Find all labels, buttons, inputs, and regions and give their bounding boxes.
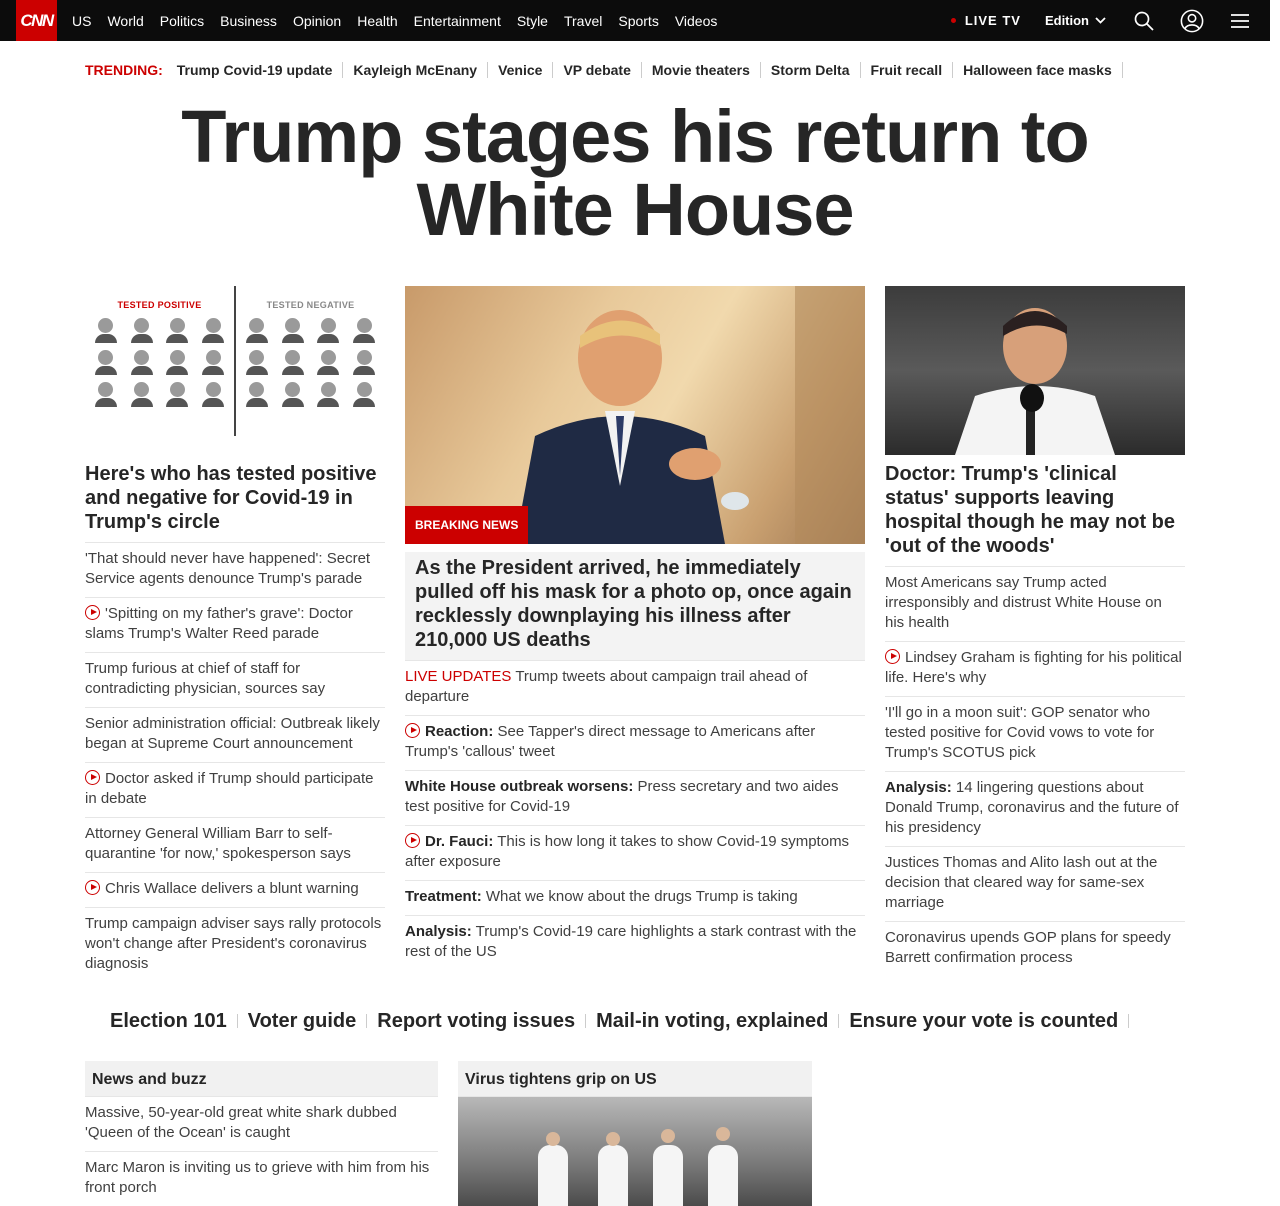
person-thumbnail xyxy=(163,382,193,410)
middle-column xyxy=(405,286,865,970)
middle-list xyxy=(405,661,865,970)
nav-link-sports[interactable]: Sports xyxy=(618,12,659,29)
person-head xyxy=(285,350,300,365)
negative-faces xyxy=(236,310,385,410)
list-item[interactable] xyxy=(85,873,385,908)
person-shoulders xyxy=(131,398,153,407)
person-thumbnail xyxy=(314,382,344,410)
person-head xyxy=(170,318,185,333)
list-item[interactable] xyxy=(85,543,385,598)
breaking-news-badge: BREAKING NEWS xyxy=(405,506,528,544)
tested-graphic[interactable] xyxy=(85,286,385,436)
news-buzz-title[interactable]: News and buzz xyxy=(85,1061,438,1097)
person-thumbnail xyxy=(91,382,121,410)
person-thumbnail xyxy=(314,350,344,378)
trending-item[interactable]: Fruit recall xyxy=(861,62,954,78)
person-head xyxy=(206,350,221,365)
figure-head xyxy=(661,1129,675,1143)
figure xyxy=(538,1145,568,1206)
person-head xyxy=(285,382,300,397)
main-headline[interactable]: Trump stages his return to White House xyxy=(181,95,1089,251)
person-head xyxy=(321,382,336,397)
person-shoulders xyxy=(282,398,304,407)
tested-negative-label: TESTED NEGATIVE xyxy=(266,300,355,310)
item-text: Press secretary and two aides test positive for Covid-19 xyxy=(405,778,839,815)
edition-menu[interactable] xyxy=(1045,13,1106,28)
tested-negative-panel xyxy=(236,286,385,436)
nav-link-style[interactable]: Style xyxy=(516,12,548,29)
item-text: 'Spitting on my father's grave': Doctor slams Trump's Walter Reed parade xyxy=(85,605,353,642)
election-link[interactable]: Election 101 xyxy=(110,1014,238,1028)
item-text: Senior administration official: Outbreak likely began at Supreme Court announcement xyxy=(85,715,380,752)
tested-positive-label: TESTED POSITIVE xyxy=(117,300,202,310)
mid-card-title[interactable]: As the President arrived, he immediately pulled off his mask for a photo op, once again recklessly downplaying his illness after 210,000 US deaths xyxy=(415,557,852,651)
person-head xyxy=(134,382,149,397)
play-video-icon xyxy=(885,649,900,664)
person-thumbnail xyxy=(91,318,121,346)
nav-links xyxy=(72,13,733,29)
person-thumbnail xyxy=(349,382,379,410)
nav-right xyxy=(951,0,1270,41)
item-text: Coronavirus upends GOP plans for speedy Barrett confirmation process xyxy=(885,929,1171,966)
figure-head xyxy=(606,1132,620,1146)
person-thumbnail xyxy=(127,318,157,346)
person-shoulders xyxy=(202,366,224,375)
item-text: Lindsey Graham is fighting for his political life. Here's why xyxy=(885,649,1182,686)
live-dot-icon xyxy=(951,18,956,23)
figure xyxy=(708,1145,738,1206)
person-head xyxy=(206,382,221,397)
person-head xyxy=(249,318,264,333)
person-shoulders xyxy=(166,366,188,375)
left-column xyxy=(85,286,385,982)
list-item[interactable]: Massive, 50-year-old great white shark dubbed 'Queen of the Ocean' is caught xyxy=(85,1097,438,1152)
item-text: Trump campaign adviser says rally protocols won't change after President's coronavirus diagnosis xyxy=(85,915,382,972)
item-text: Trump tweets about campaign trail ahead of departure xyxy=(405,668,808,705)
trending-item[interactable]: VP debate xyxy=(553,62,641,78)
nav-link-business[interactable]: Business xyxy=(220,12,277,29)
account-icon[interactable] xyxy=(1180,9,1204,33)
person-thumbnail xyxy=(278,318,308,346)
virus-zone-title[interactable]: Virus tightens grip on US xyxy=(458,1061,812,1097)
list-item[interactable] xyxy=(85,653,385,708)
hero-image[interactable] xyxy=(405,286,865,544)
person-shoulders xyxy=(282,334,304,343)
item-prefix: Analysis: xyxy=(885,779,952,796)
item-text: Most Americans say Trump acted irresponsibly and distrust White House on his health xyxy=(885,574,1162,631)
live-updates-label: LIVE UPDATES xyxy=(405,668,512,685)
list-item[interactable] xyxy=(885,697,1185,772)
list-item[interactable] xyxy=(885,847,1185,922)
item-text: Trump's Covid-19 care highlights a stark contrast with the rest of the US xyxy=(405,923,857,960)
person-head xyxy=(357,350,372,365)
search-icon[interactable] xyxy=(1132,9,1156,33)
item-text: 'I'll go in a moon suit': GOP senator who tested positive for Covid vows to vote for Trump's SCOTUS pick xyxy=(885,704,1155,761)
item-text: Justices Thomas and Alito lash out at the decision that cleared way for same-sex marriage xyxy=(885,854,1158,911)
trending-item[interactable]: Trump Covid-19 update xyxy=(167,62,344,78)
nav-link-travel[interactable]: Travel xyxy=(563,12,603,29)
doctor-image[interactable] xyxy=(885,286,1185,455)
item-prefix: Treatment: xyxy=(405,888,482,905)
person-thumbnail xyxy=(127,350,157,378)
list-item[interactable] xyxy=(405,771,865,826)
person-shoulders xyxy=(166,398,188,407)
person-head xyxy=(249,382,264,397)
person-shoulders xyxy=(166,334,188,343)
chevron-down-icon xyxy=(1095,17,1106,24)
list-item[interactable] xyxy=(405,826,865,881)
person-head xyxy=(249,350,264,365)
person-head xyxy=(357,318,372,333)
person-head xyxy=(98,318,113,333)
list-item[interactable]: Marc Maron is inviting us to grieve with him from his front porch xyxy=(85,1159,430,1196)
election-link[interactable]: Ensure your vote is counted xyxy=(839,1014,1129,1028)
play-video-icon xyxy=(85,770,100,785)
person-shoulders xyxy=(353,334,375,343)
trending-bar xyxy=(85,62,1123,78)
item-text: Chris Wallace delivers a blunt warning xyxy=(105,880,359,897)
person-head xyxy=(98,382,113,397)
list-item[interactable] xyxy=(85,708,385,763)
list-item[interactable] xyxy=(405,881,865,916)
nav-link-videos[interactable]: Videos xyxy=(674,12,718,29)
play-video-icon xyxy=(405,833,420,848)
person-thumbnail xyxy=(242,350,272,378)
trending-item[interactable]: Venice xyxy=(488,62,553,78)
person-shoulders xyxy=(317,334,339,343)
nav-link-world[interactable]: World xyxy=(107,12,144,29)
person-shoulders xyxy=(353,398,375,407)
person-head xyxy=(170,350,185,365)
person-head xyxy=(134,318,149,333)
person-shoulders xyxy=(202,398,224,407)
list-item[interactable] xyxy=(85,908,385,982)
item-prefix: White House outbreak worsens: xyxy=(405,778,634,795)
person-thumbnail xyxy=(198,382,228,410)
person-shoulders xyxy=(317,398,339,407)
left-card-title[interactable]: Here's who has tested positive and negative for Covid-19 in Trump's circle xyxy=(85,462,385,543)
person-head xyxy=(206,318,221,333)
list-item[interactable] xyxy=(885,772,1185,847)
person-shoulders xyxy=(282,366,304,375)
list-item[interactable] xyxy=(85,598,385,653)
right-card-title[interactable]: Doctor: Trump's 'clinical status' supports leaving hospital though he may not be 'out of the woods' xyxy=(885,462,1185,567)
nav-link-entertainment[interactable]: Entertainment xyxy=(413,12,501,29)
cnn-logo[interactable]: CNN xyxy=(16,0,57,41)
person-shoulders xyxy=(246,398,268,407)
person-thumbnail xyxy=(314,318,344,346)
right-list xyxy=(885,567,1185,976)
trending-item[interactable]: Halloween face masks xyxy=(953,62,1123,78)
person-shoulders xyxy=(317,366,339,375)
nav-link-health[interactable]: Health xyxy=(357,12,398,29)
person-thumbnail xyxy=(242,318,272,346)
play-video-icon xyxy=(405,723,420,738)
item-prefix: Analysis: xyxy=(405,923,472,940)
person-thumbnail xyxy=(349,350,379,378)
person-thumbnail xyxy=(278,350,308,378)
news-buzz-list xyxy=(85,1097,438,1206)
nav-link-opinion[interactable]: Opinion xyxy=(292,12,342,29)
person-shoulders xyxy=(246,334,268,343)
list-item[interactable] xyxy=(405,716,865,771)
mid-title-box xyxy=(405,552,865,661)
list-item[interactable] xyxy=(405,916,865,970)
person-head xyxy=(170,382,185,397)
person-thumbnail xyxy=(198,318,228,346)
item-text: What we know about the drugs Trump is taking xyxy=(481,888,798,905)
item-text: 14 lingering questions about Donald Trump, coronavirus and the future of his presidency xyxy=(885,779,1179,836)
figure-head xyxy=(546,1132,560,1146)
person-shoulders xyxy=(95,366,117,375)
item-prefix: Dr. Fauci: xyxy=(425,833,494,850)
trending-item[interactable]: Storm Delta xyxy=(761,62,861,78)
item-text: This is how long it takes to show Covid-19 symptoms after exposure xyxy=(405,833,850,870)
list-item[interactable] xyxy=(885,642,1185,697)
list-item[interactable] xyxy=(405,661,865,716)
person-shoulders xyxy=(95,398,117,407)
trending-item[interactable]: Kayleigh McEnany xyxy=(343,62,488,78)
item-text: See Tapper's direct message to Americans after Trump's 'callous' tweet xyxy=(405,723,816,760)
nav-link-us[interactable]: US xyxy=(72,12,92,29)
person-thumbnail xyxy=(127,382,157,410)
person-thumbnail xyxy=(349,318,379,346)
top-nav xyxy=(0,0,1270,41)
person-head xyxy=(285,318,300,333)
election-link[interactable]: Mail-in voting, explained xyxy=(586,1014,839,1028)
figure-head xyxy=(716,1127,730,1141)
person-shoulders xyxy=(353,366,375,375)
election-link[interactable]: Report voting issues xyxy=(367,1014,586,1028)
person-thumbnail xyxy=(242,382,272,410)
item-text: Trump furious at chief of staff for contradicting physician, sources say xyxy=(85,660,326,697)
list-item[interactable] xyxy=(85,818,385,873)
person-thumbnail xyxy=(91,350,121,378)
person-head xyxy=(134,350,149,365)
list-item[interactable] xyxy=(885,567,1185,642)
item-text: Attorney General William Barr to self-quarantine 'for now,' spokesperson says xyxy=(85,825,351,862)
positive-faces xyxy=(85,310,234,410)
list-item[interactable] xyxy=(885,922,1185,976)
person-shoulders xyxy=(246,366,268,375)
person-shoulders xyxy=(131,366,153,375)
item-text: 'That should never have happened': Secret Service agents denounce Trump's parade xyxy=(85,550,371,587)
hamburger-menu-icon[interactable] xyxy=(1228,9,1252,33)
person-thumbnail xyxy=(163,318,193,346)
doctor-photo xyxy=(885,286,1185,455)
person-shoulders xyxy=(202,334,224,343)
person-thumbnail xyxy=(198,350,228,378)
person-shoulders xyxy=(131,334,153,343)
person-shoulders xyxy=(95,334,117,343)
left-list xyxy=(85,543,385,982)
nav-link-politics[interactable]: Politics xyxy=(159,12,205,29)
person-head xyxy=(321,350,336,365)
figure xyxy=(653,1145,683,1206)
person-head xyxy=(357,382,372,397)
right-column xyxy=(885,286,1185,976)
list-item[interactable] xyxy=(85,763,385,818)
doctors-walk-image[interactable] xyxy=(458,1097,812,1206)
item-text: Doctor asked if Trump should participate in debate xyxy=(85,770,374,807)
person-thumbnail xyxy=(278,382,308,410)
trending-item[interactable]: Movie theaters xyxy=(642,62,761,78)
edition-label: Edition xyxy=(1044,13,1089,28)
tested-positive-panel xyxy=(85,286,236,436)
trending-label: TRENDING: xyxy=(85,62,163,78)
play-video-icon xyxy=(85,605,100,620)
news-buzz-zone xyxy=(85,1061,438,1206)
live-tv-link[interactable]: LIVE TV xyxy=(964,13,1021,28)
figure xyxy=(598,1145,628,1206)
election-bar xyxy=(110,1010,1129,1032)
person-head xyxy=(98,350,113,365)
item-prefix: Reaction: xyxy=(425,723,494,740)
person-head xyxy=(321,318,336,333)
play-video-icon xyxy=(85,880,100,895)
election-link[interactable]: Voter guide xyxy=(238,1014,368,1028)
virus-zone xyxy=(458,1061,812,1206)
person-thumbnail xyxy=(163,350,193,378)
